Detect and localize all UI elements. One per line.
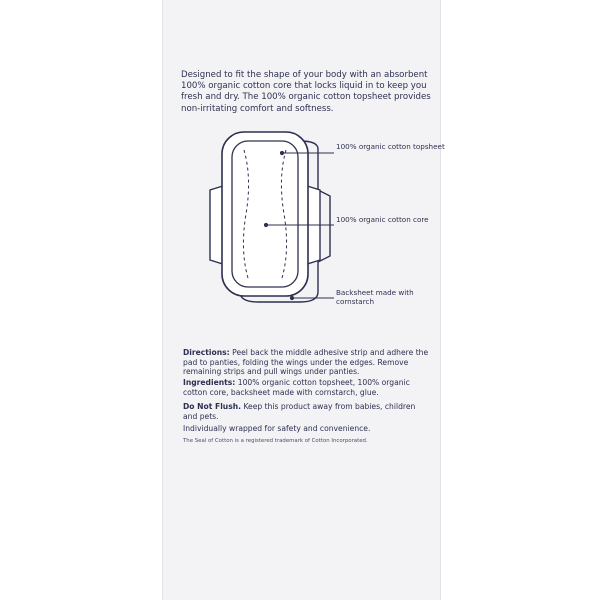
callout-core: 100% organic cotton core [336,215,429,224]
ingredients-label: Ingredients: [183,378,236,387]
intro-description: Designed to fit the shape of your body with an absorbent 100% organic cotton core that locks liquid in to keep you fresh and dry. The 100% organic cotton topsheet provides non-irritating comfort and softness. [181,70,431,114]
trademark-note: The Seal of Cotton is a registered trademark of Cotton Incorporated. [183,438,368,444]
directions-label: Directions: [183,348,230,357]
do-not-flush-paragraph [183,402,431,421]
do-not-flush-label: Do Not Flush. [183,402,242,411]
pad-topsheet [232,141,298,287]
ingredients-text: 100% organic cotton topsheet, 100% organic cotton core, backsheet made with cornstarch, glue. [183,378,410,397]
pad-diagram [200,120,340,310]
do-not-flush-text: Keep this product away from babies, children and pets. [183,402,416,421]
directions-text: Peel back the middle adhesive strip and adhere the pad to panties, folding the wings under the edges. Remove remaining strips and pull wings under panties. [183,348,429,377]
wrapped-note: Individually wrapped for safety and convenience. [183,424,371,433]
ingredients-paragraph [183,378,431,397]
callout-backsheet: Backsheet made with cornstarch [336,288,414,307]
directions-paragraph [183,348,431,377]
callout-topsheet: 100% organic cotton topsheet [336,142,445,151]
